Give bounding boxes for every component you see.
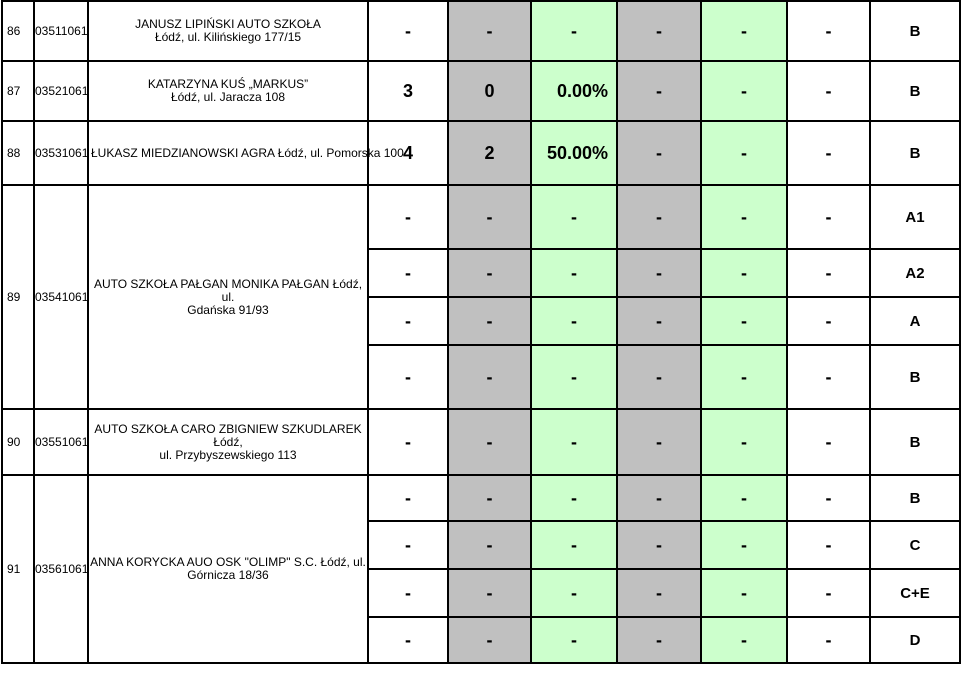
result-cell: - — [701, 121, 787, 185]
license-category: D — [870, 617, 960, 663]
school-code: 03561061 — [34, 475, 88, 663]
license-category: C+E — [870, 569, 960, 617]
school-name — [88, 409, 368, 475]
table-row — [2, 121, 960, 185]
result-cell: - — [448, 297, 531, 345]
result-cell: - — [617, 121, 701, 185]
result-cell: - — [531, 1, 617, 61]
result-cell: - — [701, 521, 787, 569]
result-cell: - — [368, 617, 448, 663]
result-cell: - — [701, 345, 787, 409]
school-name-line1: ŁUKASZ MIEDZIANOWSKI AGRA Łódź, ul. Pomorska 100 — [91, 145, 404, 160]
result-cell: - — [787, 1, 870, 61]
license-category: B — [870, 61, 960, 121]
result-cell: - — [787, 249, 870, 297]
result-cell: - — [448, 345, 531, 409]
school-code: 03551061 — [34, 409, 88, 475]
license-category: C — [870, 521, 960, 569]
result-cell: - — [617, 1, 701, 61]
row-number: 89 — [2, 185, 34, 409]
school-address-line: Gdańska 91/93 — [187, 302, 269, 317]
license-category: A1 — [870, 185, 960, 249]
license-category: B — [870, 345, 960, 409]
result-cell: - — [448, 249, 531, 297]
result-cell: - — [368, 475, 448, 521]
result-cell: - — [701, 185, 787, 249]
result-cell: - — [617, 185, 701, 249]
school-name-line1: KATARZYNA KUŚ „MARKUS” — [147, 77, 309, 91]
result-cell: - — [701, 475, 787, 521]
result-cell: - — [531, 185, 617, 249]
result-cell: - — [531, 521, 617, 569]
result-cell: - — [368, 249, 448, 297]
result-cell: 3 — [368, 61, 448, 121]
license-category: B — [870, 1, 960, 61]
school-name — [88, 61, 368, 121]
result-cell: 0 — [448, 61, 531, 121]
result-cell: - — [531, 409, 617, 475]
school-name-line1: AUTO SZKOŁA CARO ZBIGNIEW SZKUDLAREK Łódź, — [94, 421, 362, 449]
table-row — [2, 185, 960, 249]
result-cell: - — [448, 409, 531, 475]
license-category: B — [870, 409, 960, 475]
result-cell: - — [617, 617, 701, 663]
result-cell: - — [617, 569, 701, 617]
result-cell: - — [531, 345, 617, 409]
result-cell: - — [368, 1, 448, 61]
result-cell: - — [787, 345, 870, 409]
result-cell: 0.00% — [531, 61, 617, 121]
result-cell: - — [787, 521, 870, 569]
school-address-line: ul. Przybyszewskiego 113 — [159, 447, 297, 462]
result-cell: - — [701, 297, 787, 345]
row-number: 86 — [2, 1, 34, 61]
result-cell: - — [617, 521, 701, 569]
school-name-line1: JANUSZ LIPIŃSKI AUTO SZKOŁA — [135, 17, 321, 31]
result-cell: - — [787, 569, 870, 617]
result-cell: - — [617, 61, 701, 121]
result-cell: 4 — [368, 121, 448, 185]
result-cell: - — [531, 297, 617, 345]
result-cell: - — [448, 475, 531, 521]
result-cell: - — [787, 121, 870, 185]
result-cell: - — [448, 569, 531, 617]
table-row — [2, 1, 960, 61]
result-cell: - — [617, 297, 701, 345]
school-name-line1: AUTO SZKOŁA PAŁGAN MONIKA PAŁGAN Łódź, ul. — [93, 276, 363, 304]
result-cell: - — [368, 409, 448, 475]
result-cell: - — [531, 569, 617, 617]
result-cell: 2 — [448, 121, 531, 185]
result-cell: - — [617, 475, 701, 521]
result-cell: - — [448, 617, 531, 663]
result-cell: - — [787, 617, 870, 663]
school-name — [88, 475, 368, 663]
result-cell: - — [617, 345, 701, 409]
license-category: B — [870, 475, 960, 521]
license-category: A — [870, 297, 960, 345]
school-results-table — [1, 0, 961, 664]
license-category: B — [870, 121, 960, 185]
school-code: 03511061 — [34, 1, 88, 61]
row-number: 90 — [2, 409, 34, 475]
license-category: A2 — [870, 249, 960, 297]
result-cell: - — [368, 185, 448, 249]
result-cell: - — [701, 409, 787, 475]
result-cell: - — [531, 249, 617, 297]
result-cell: - — [701, 569, 787, 617]
school-name — [88, 121, 404, 185]
result-cell: - — [368, 345, 448, 409]
result-cell: - — [531, 475, 617, 521]
result-cell: - — [787, 61, 870, 121]
result-cell: - — [701, 249, 787, 297]
result-cell: - — [368, 569, 448, 617]
table-row — [2, 475, 960, 521]
result-cell: - — [701, 617, 787, 663]
row-number: 88 — [2, 121, 34, 185]
result-cell: - — [701, 1, 787, 61]
school-address-line: Łódź, ul. Kilińskiego 177/15 — [154, 30, 302, 44]
school-name — [88, 185, 368, 409]
result-cell: - — [787, 185, 870, 249]
result-cell: - — [787, 297, 870, 345]
school-address-line: Górnicza 18/36 — [187, 568, 269, 582]
result-cell: - — [448, 185, 531, 249]
table-row — [2, 61, 960, 121]
school-code: 03541061 — [34, 185, 88, 409]
result-cell: - — [701, 61, 787, 121]
result-cell: - — [617, 409, 701, 475]
result-cell: - — [787, 475, 870, 521]
school-code: 03531061 — [34, 121, 88, 185]
school-name-line1: ANNA KORYCKA AUO OSK "OLIMP" S.C. Łódź, ul. — [90, 555, 366, 569]
table-row — [2, 409, 960, 475]
result-cell: - — [787, 409, 870, 475]
row-number: 87 — [2, 61, 34, 121]
school-code: 03521061 — [34, 61, 88, 121]
result-cell: - — [368, 297, 448, 345]
result-cell: - — [531, 617, 617, 663]
row-number: 91 — [2, 475, 34, 663]
result-cell: 50.00% — [531, 121, 617, 185]
result-cell: - — [448, 521, 531, 569]
result-cell: - — [617, 249, 701, 297]
result-cell: - — [448, 1, 531, 61]
school-address-line: Łódź, ul. Jaracza 108 — [170, 90, 286, 104]
result-cell: - — [368, 521, 448, 569]
school-name — [88, 1, 368, 61]
